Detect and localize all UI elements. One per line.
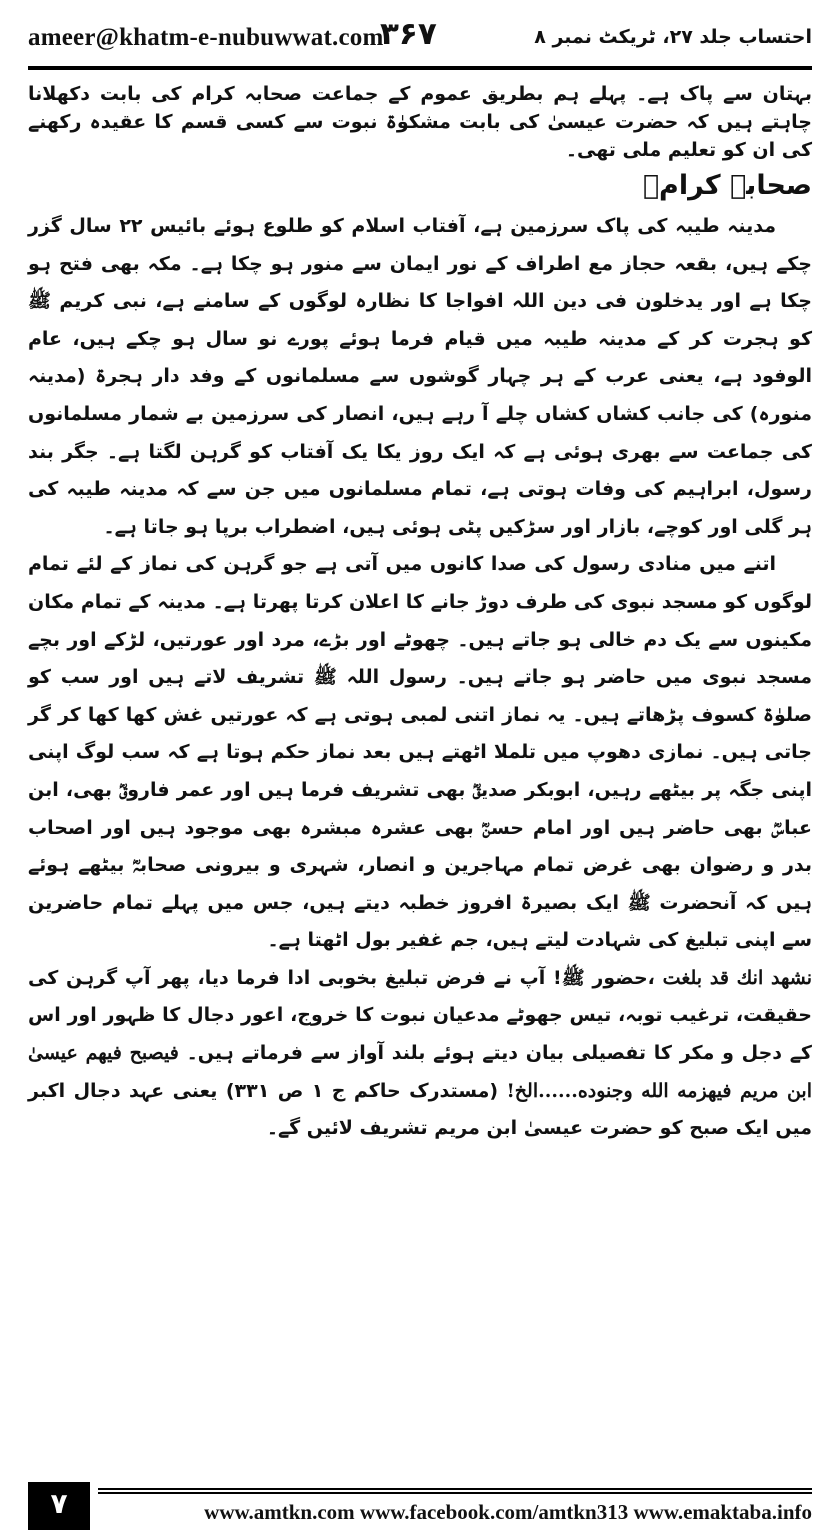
body-paragraph-1: مدینہ طیبہ کی پاک سرزمین ہے، آفتاب اسلام کو طلوع ہوئے بائیس ۲۲ سال گزر چکے ہیں، بقعہ حجاز مع اطراف کے نور ایمان سے منور ہو چکا ہے۔ مکہ بھی فتح ہو چکا ہے اور یدخلون فی دین اللہ افواجا کا نظارہ لوگوں کے سامنے ہے، نبی کریم ﷺ کو ہجرت کر کے مدینہ طیبہ میں قیام فرما ہوئے پورے نو سال ہو چکے ہیں، عام الوفود ہے، یعنی عرب کے ہر چہار گوشوں سے مسلمانوں کے وفد دار ہجرۃ (مدینہ منورہ) کی جانب کشاں کشاں چلے آ رہے ہیں، انصار کی سرزمین بے شمار مسلمانوں کی جماعت سے بھری ہوئی ہے کہ ایک روز یکا یک آفتاب کو گرہن لگتا ہے۔ جگر بند رسول، ابراہیم کی وفات ہوتی ہے، تمام مسلمانوں میں جن سے کہ مدینہ طیبہ کی ہر گلی اور کوچے، بازار اور سڑکیں پٹی ہوئی ہیں، اضطراب برپا ہو جاتا ہے۔ — [28, 215, 812, 538]
arabic-quote-1: نشهد انك قد بلغت — [662, 966, 812, 989]
arabic-quote-2: فيصبح فيهم عيسىٰ ابن مريم فيهزمه الله وجنوده......الخ! — [28, 1042, 812, 1102]
closing-text-1: ،حضور ﷺ! آپ نے فرض تبلیغ بخوبی ادا فرما دیا، پھر آپ گرہن کی حقیقت، ترغیب توبہ، تیس جھوٹے مدعیان نبوت کا خروج، اعور دجال کا ظہور اور اس کے دجل و مکر کا تفصیلی بیان دیتے ہوئے بلند آواز سے فرماتے ہیں۔ — [28, 966, 812, 1065]
intro-paragraph: بہتان سے پاک ہے۔ پہلے ہم بطریق عموم کے جماعت صحابہ کرام کی بابت دکھلانا چاہتے ہیں کہ حضرت عیسیٰ کی بابت مشکوٰۃ نبوت سے کسی قسم کا عقیدہ رکھنے کی ان کو تعلیم ملی تھی۔ — [28, 83, 812, 161]
body-paragraph-3 — [28, 960, 812, 1148]
header-page-number: ۳۶۷ — [380, 16, 437, 52]
page-header — [28, 14, 812, 64]
footer-rule — [98, 1492, 812, 1494]
header-rule — [28, 66, 812, 70]
page-footer — [28, 1486, 812, 1530]
body-paragraph-2: اتنے میں منادی رسول کی صدا کانوں میں آتی ہے جو گرہن کی نماز کے لئے تمام لوگوں کو مسجد نبوی کی طرف دوڑ جانے کا اعلان کرتا پھرتا ہے۔ مدینہ کے تمام مکان مکینوں سے یک دم خالی ہو جاتے ہیں۔ چھوٹے اور بڑے، مرد اور عورتیں، لڑکے اور بچے مسجد نبوی میں حاضر ہو جاتے ہیں۔ رسول اللہ ﷺ تشریف لاتے ہیں اور سب کو صلوٰۃ کسوف پڑھاتے ہیں۔ یہ نماز اتنی لمبی ہوتی ہے کہ عورتیں غش کھا کھا کر گر جاتی ہیں۔ نمازی دھوپ میں تلملا اٹھتے ہیں بعد نماز حکم ہوتا ہے کہ سب لوگ اپنی اپنی جگہ پر بیٹھے رہیں، ابوبکر صدیقؓ بھی تشریف فرما ہیں اور عمر فاروقؓ بھی، ابن عباسؓ بھی حاضر ہیں اور امام حسنؓ بھی عشرہ مبشرہ بھی موجود ہیں اور اصحاب بدر و رضوان بھی غرض تمام مہاجرین و انصار، شہری و بیرونی صحابہؓ بیٹھے ہوئے ہیں کہ آنحضرت ﷺ ایک بصیرۃ افروز خطبہ دیتے ہیں، جس میں پہلے تمام حاضرین سے اپنی تبلیغ کی شہادت لیتے ہیں، جم غفیر بول اٹھتا ہے۔ — [28, 553, 812, 952]
header-title: احتساب جلد ۲۷، ٹریکٹ نمبر ۸ — [534, 26, 812, 48]
closing-text-2: (مستدرک حاکم ج ۱ ص ۳۳۱) یعنی عہد دجال اکبر میں ایک صبح کو حضرت عیسیٰ ابن مریم تشریف لائیں گے۔ — [28, 1079, 812, 1140]
page-body — [28, 80, 812, 1148]
footer-urls: www.amtkn.com www.facebook.com/amtkn313 www.emaktaba.info — [204, 1500, 812, 1524]
section-heading: صحابہ کرامؓ — [642, 170, 812, 201]
footer-page-number: ۷ — [28, 1482, 90, 1530]
header-email: ameer@khatm-e-nubuwwat.com — [28, 24, 384, 51]
footer-rule — [98, 1488, 812, 1490]
